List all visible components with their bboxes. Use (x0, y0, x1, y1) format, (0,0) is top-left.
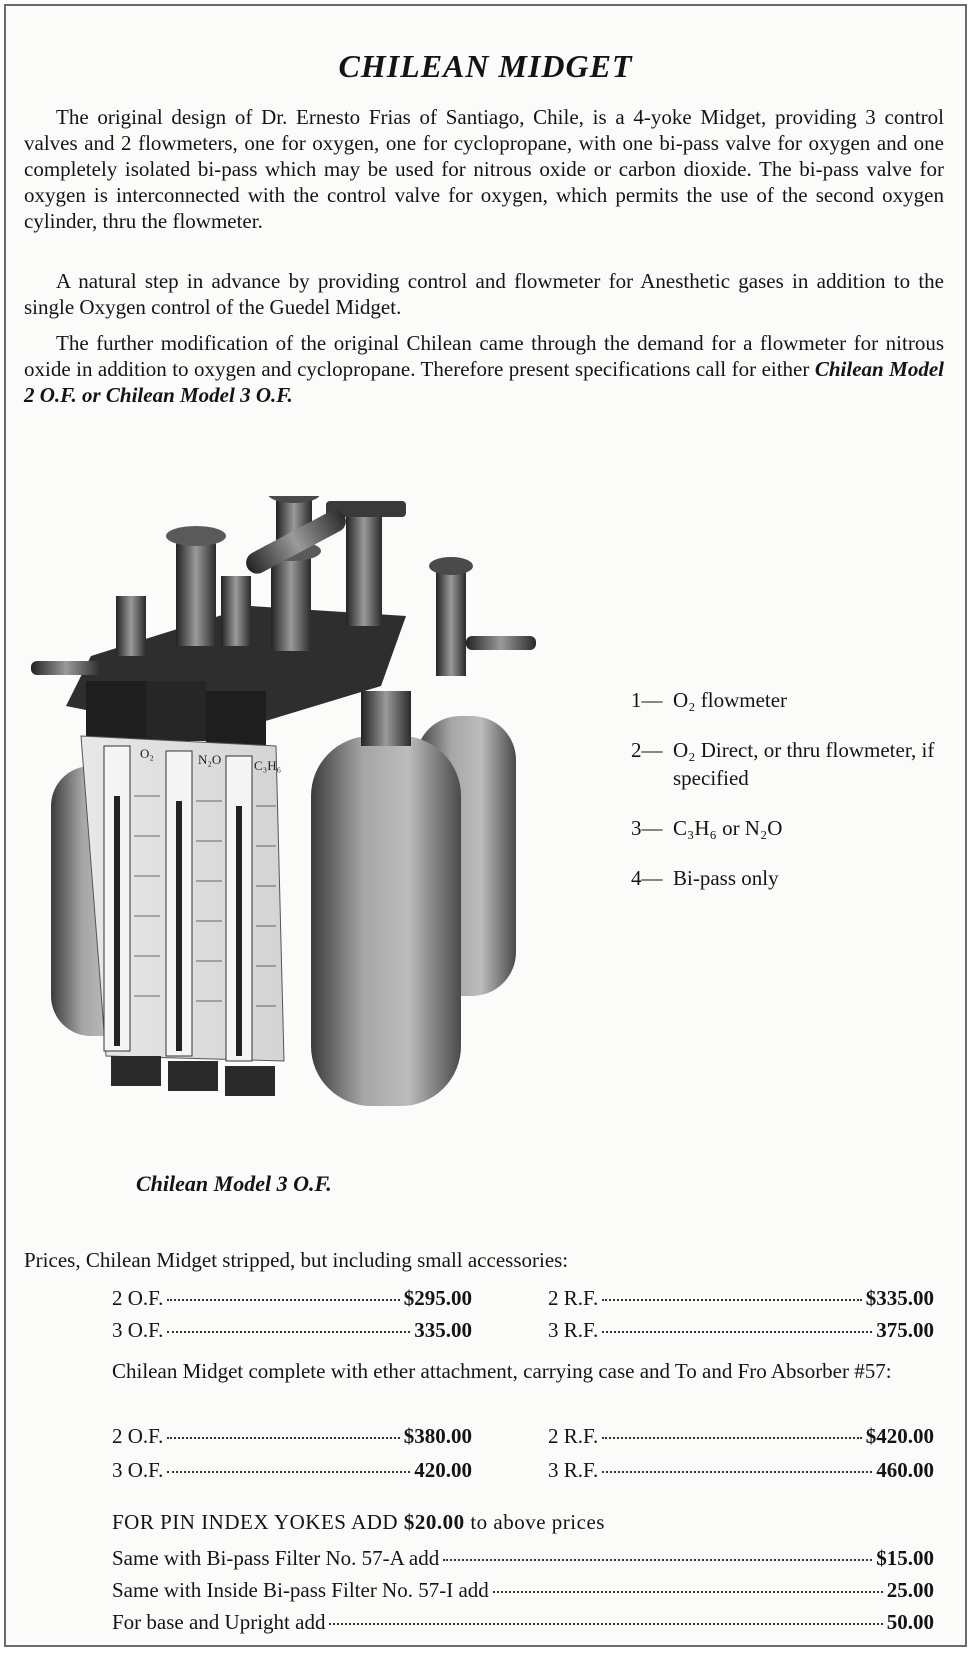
description-paragraph-2: A natural step in advance by providing control and flowmeter for Anesthetic gases in addition to the single Oxygen control of the Guedel Midget. (24, 269, 944, 319)
price-value: 420.00 (414, 1458, 472, 1482)
figure-caption: Chilean Model 3 O.F. (136, 1171, 332, 1196)
price-row (112, 1424, 934, 1454)
legend-text: C₃H₆ or N₂O (673, 816, 783, 840)
price-value: 335.00 (414, 1318, 472, 1342)
legend-item (631, 814, 941, 842)
tube-base (168, 1061, 218, 1091)
flowmeter-head (206, 691, 266, 751)
price-entry (112, 1286, 472, 1311)
pin-index-note (112, 1510, 605, 1535)
prices-intro: Prices, Chilean Midget stripped, but including small accessories: (24, 1248, 569, 1272)
price-value: $335.00 (865, 1286, 934, 1310)
figure-legend (631, 686, 941, 914)
leader-dots (167, 1437, 399, 1439)
addon-label: Same with Bi-pass Filter No. 57-A add (112, 1546, 440, 1570)
price-value: $420.00 (865, 1424, 934, 1448)
price-row (112, 1286, 934, 1316)
model-names-italic: Chilean Model 2 O.F. or Chilean Model 3 O.F. (24, 357, 944, 407)
price-value: $380.00 (403, 1424, 472, 1448)
legend-number: 1— (631, 688, 663, 712)
addon-label: For base and Upright add (112, 1610, 326, 1634)
catalog-page (4, 4, 967, 1647)
price-row (112, 1458, 934, 1488)
addon-price: 50.00 (886, 1610, 934, 1634)
legend-text: O₂ Direct, or thru flowmeter, if specified (673, 738, 935, 790)
price-entry (548, 1458, 934, 1483)
model-label: 2 R.F. (548, 1424, 599, 1448)
tube-base (111, 1056, 161, 1086)
flowmeter-head (86, 681, 146, 741)
legend-item (631, 736, 941, 792)
addon-entry (112, 1610, 934, 1635)
addon-row (112, 1578, 934, 1608)
tube-label-o2: O₂ (140, 746, 154, 761)
tube-base (225, 1066, 275, 1096)
legend-number: 2— (631, 738, 663, 762)
legend-item (631, 864, 941, 892)
model-label: 3 O.F. (112, 1458, 164, 1482)
addon-price: $15.00 (876, 1546, 934, 1570)
leader-dots (602, 1299, 861, 1301)
complete-intro: Chilean Midget complete with ether attachment, carrying case and To and Fro Absorber #57: (112, 1359, 892, 1383)
yoke-rod (466, 636, 536, 650)
price-value: 375.00 (876, 1318, 934, 1342)
price-entry (112, 1458, 472, 1483)
leader-dots (443, 1559, 872, 1561)
price-entry (548, 1424, 934, 1449)
price-entry (112, 1424, 472, 1449)
model-label: 2 O.F. (112, 1424, 164, 1448)
price-entry (548, 1286, 934, 1311)
price-row (112, 1318, 934, 1348)
pin-suffix: to above prices (470, 1510, 605, 1534)
price-entry (548, 1318, 934, 1343)
anesthesia-machine-illustration (26, 496, 571, 1171)
tube-label-c3h6: C₃H₆ (254, 758, 282, 773)
leader-dots (493, 1591, 883, 1593)
model-label: 2 O.F. (112, 1286, 164, 1310)
addon-price: 25.00 (886, 1578, 934, 1602)
cylinder-neck (361, 691, 411, 746)
description-paragraph-3 (24, 330, 944, 408)
price-value: 460.00 (876, 1458, 934, 1482)
pin-prefix: FOR PIN INDEX YOKES ADD (112, 1510, 399, 1534)
model-label: 3 R.F. (548, 1318, 599, 1342)
addon-row (112, 1610, 934, 1640)
legend-text: O₂ flowmeter (673, 688, 788, 712)
addon-label: Same with Inside Bi-pass Filter No. 57-I add (112, 1578, 489, 1602)
legend-number: 4— (631, 866, 663, 890)
cylinder-front-right (311, 736, 461, 1106)
leader-dots (329, 1623, 882, 1625)
page-title: CHILEAN MIDGET (338, 48, 633, 84)
addon-entry (112, 1578, 934, 1603)
leader-dots (602, 1437, 861, 1439)
paragraph-3-text: The further modification of the original Chilean came through the demand for a flowmeter for nitrous oxide in addition to oxygen and cyclopropane. Therefore present specifications call for either (24, 331, 944, 381)
legend-text: Bi-pass only (673, 866, 779, 890)
price-entry (112, 1318, 472, 1343)
tube-label-n2o: N₂O (198, 752, 222, 767)
pin-amount: $20.00 (403, 1510, 465, 1534)
price-value: $295.00 (403, 1286, 472, 1310)
model-label: 2 R.F. (548, 1286, 599, 1310)
addon-entry (112, 1546, 934, 1571)
model-label: 3 O.F. (112, 1318, 164, 1342)
leader-dots (167, 1299, 399, 1301)
model-label: 3 R.F. (548, 1458, 599, 1482)
flowmeter-head (146, 681, 206, 741)
leader-dots (167, 1471, 410, 1473)
leader-dots (602, 1471, 872, 1473)
yoke-rod (31, 661, 101, 675)
description-paragraph-1: The original design of Dr. Ernesto Frias of Santiago, Chile, is a 4-yoke Midget, providing 3 control valves and 2 flowmeters, one for oxygen, one for cyclopropane, with one bi-pass valve for oxygen and one completely isolated bi-pass which may be used for nitrous oxide or carbon dioxide. The bi-pass valve for oxygen is interconnected with the control valve for oxygen, which permits the use of the second oxygen cylinder, thru the flowmeter. (24, 105, 944, 233)
leader-dots (602, 1331, 872, 1333)
legend-number: 3— (631, 816, 663, 840)
leader-dots (167, 1331, 410, 1333)
legend-item (631, 686, 941, 714)
addon-row (112, 1546, 934, 1576)
